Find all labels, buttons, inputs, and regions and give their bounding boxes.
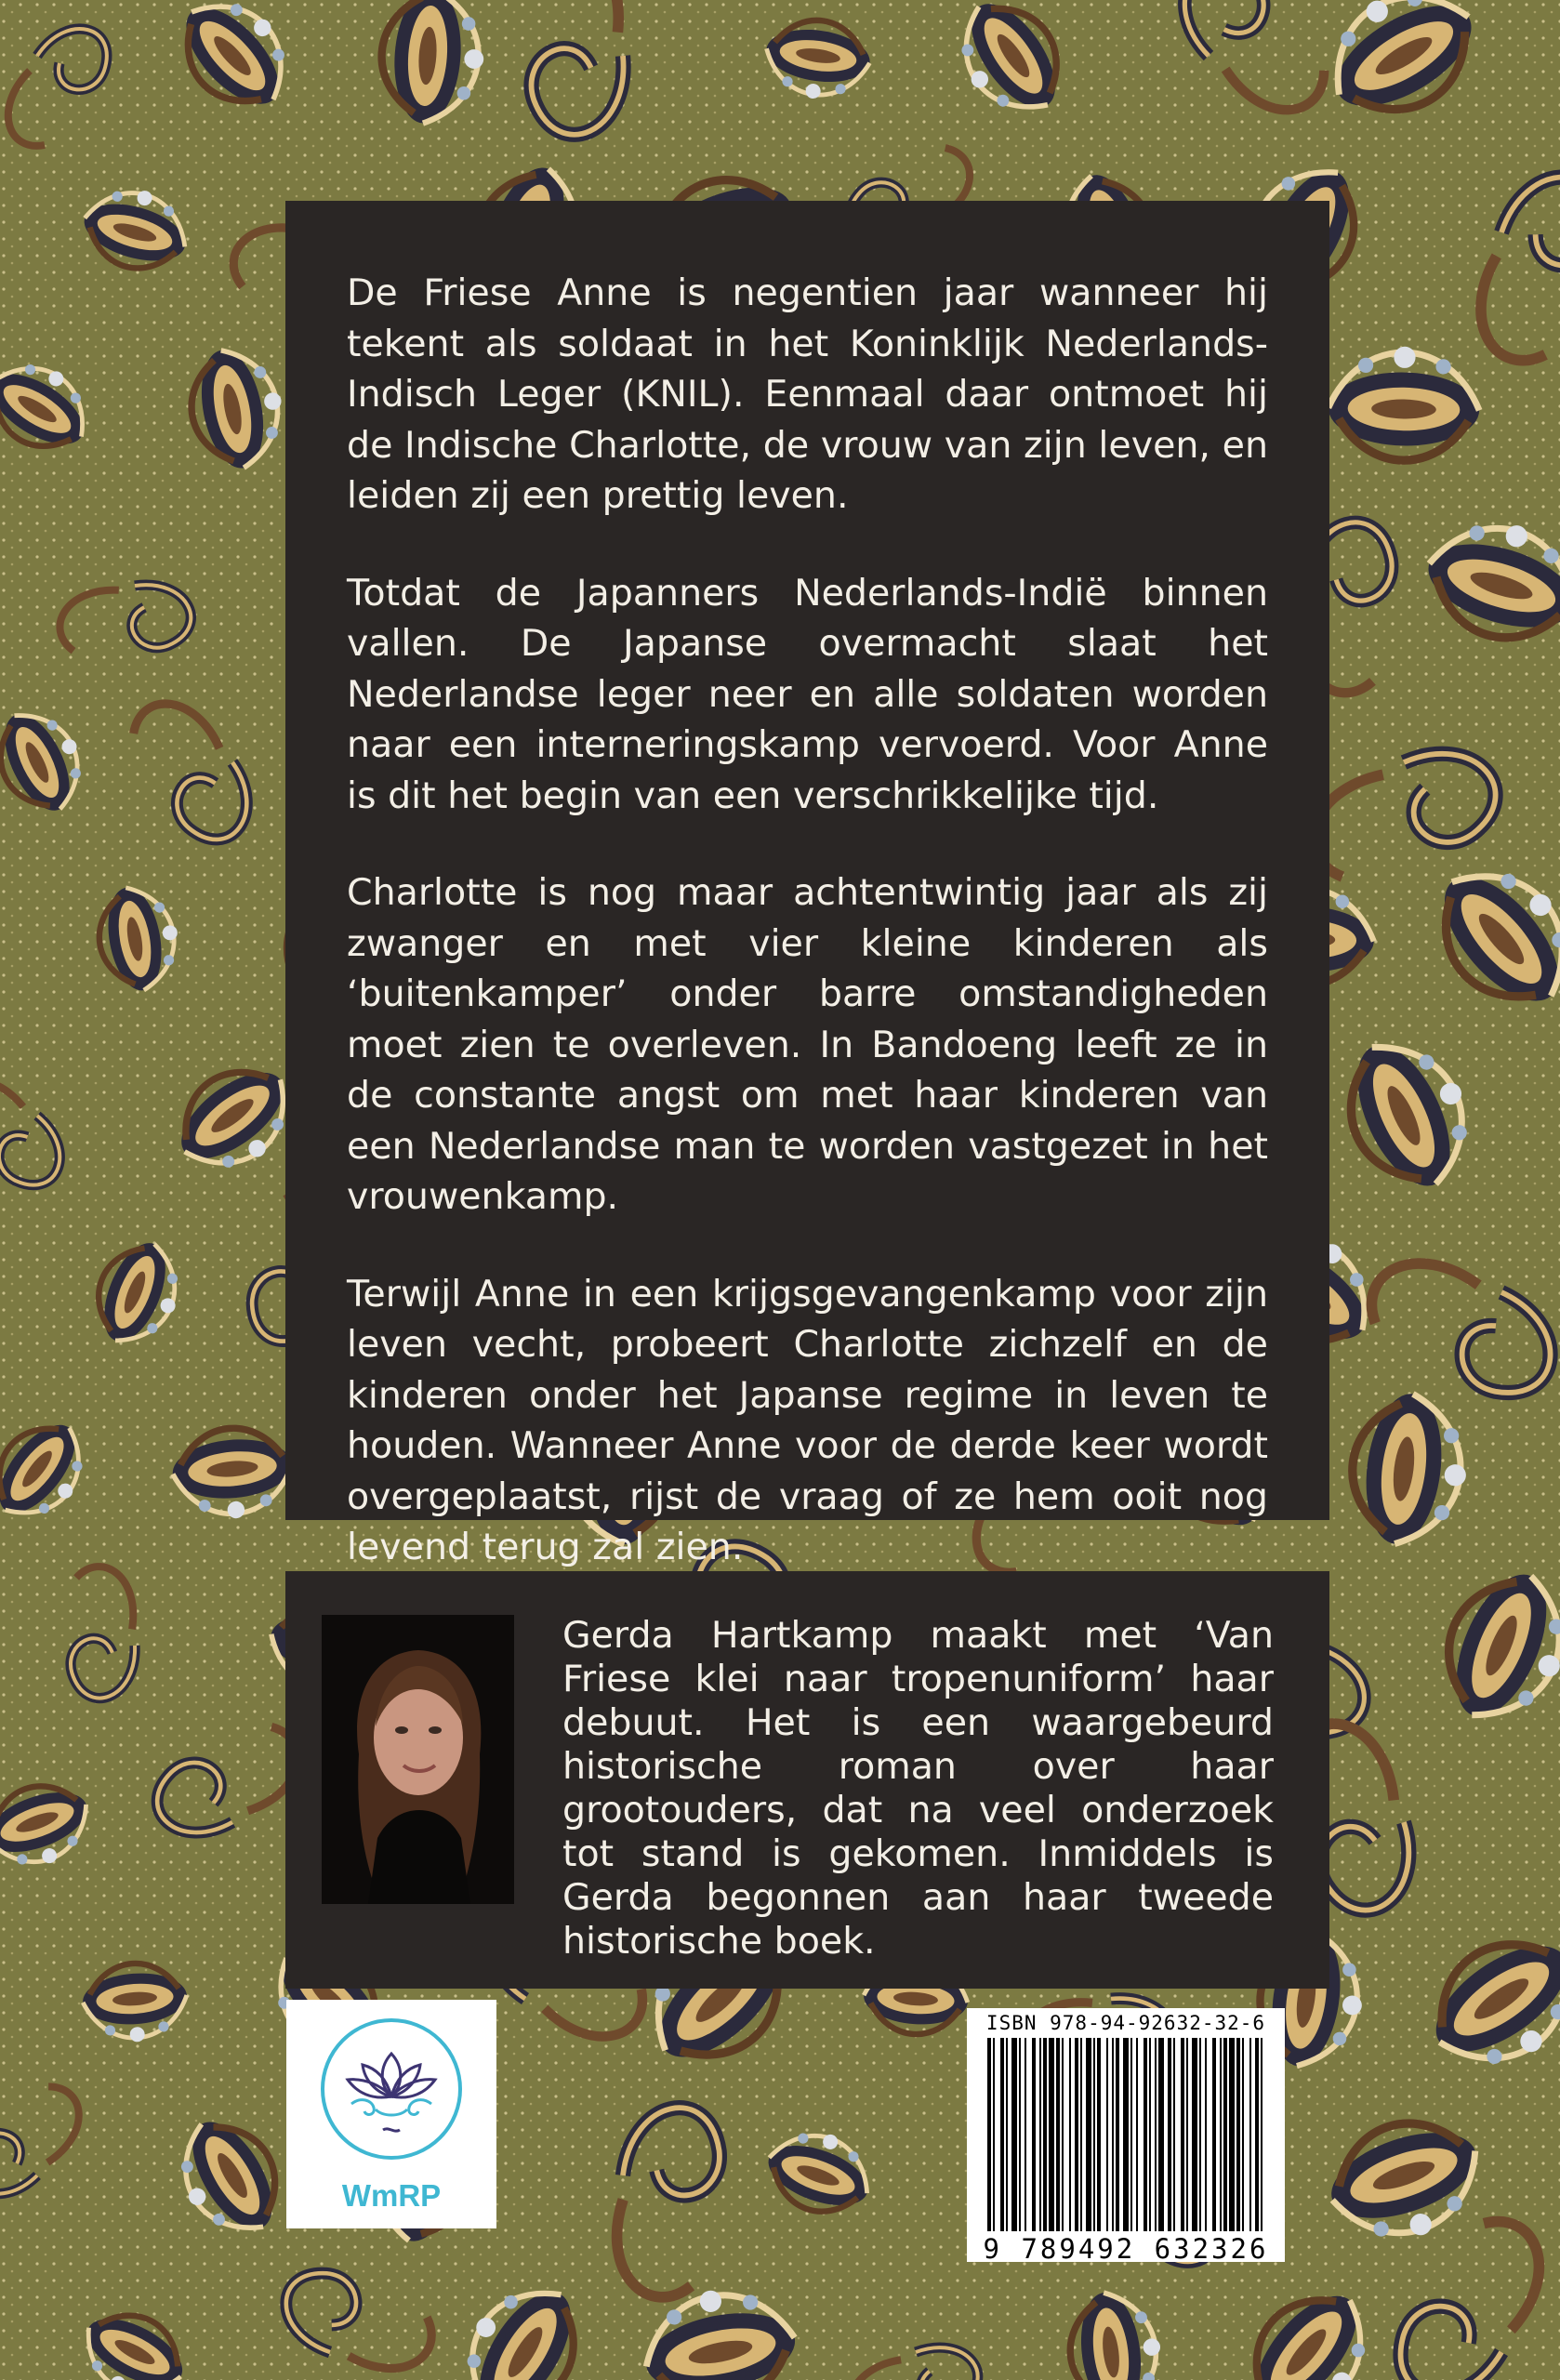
author-panel	[285, 1571, 1329, 1989]
barcode-bars	[987, 2038, 1264, 2231]
isbn-barcode	[967, 2008, 1285, 2265]
blurb-paragraph: De Friese Anne is negentien jaar wanneer hij tekent als soldaat in het Koninklijk Nederlands-Indisch Leger (KNIL). Eenmaal daar ontmoet hij de Indische Charlotte, de vrouw van zijn leven, en leiden zij een prettig leven.	[347, 271, 1268, 517]
author-photo	[322, 1615, 514, 1904]
isbn-label: ISBN 978-94-92632-32-6	[985, 2012, 1266, 2034]
blurb-paragraph: Totdat de Japanners Nederlands-Indië binnen vallen. De Japanse overmacht slaat het Nederlandse leger neer en alle soldaten worden naar een interneringskamp vervoerd. Voor Anne is dit het begin van een verschrikkelijke tijd.	[347, 571, 1268, 817]
publisher-name: WmRP	[341, 2178, 442, 2213]
ean-digits: 9 789492 632326	[983, 2233, 1269, 2265]
lotus-icon	[286, 2000, 496, 2176]
blurb-paragraph: Terwijl Anne in een krijgsgevangenkamp voor zijn leven vecht, probeert Charlotte zichzelf en de kinderen onder het Japanse regime in leven te houden. Wanneer Anne voor de derde keer wordt overgeplaatst, rijst de vraag of ze hem ooit nog levend terug zal zien.	[347, 1272, 1268, 1568]
author-bio: Gerda Hartkamp maakt met ‘Van Friese klei naar tropenuniform’ haar debuut. Het is een waargebeurd historische roman over haar grootouders, dat na veel onderzoek tot stand is gekomen. Inmiddels is Gerda begonnen aan haar tweede historische boek.	[562, 1614, 1274, 1963]
blurb-paragraph: Charlotte is nog maar achtentwintig jaar als zij zwanger en met vier kleine kinderen als ‘buitenkamper’ onder barre omstandigheden moet zien te overleven. In Bandoeng leeft ze in de constante angst om met haar kinderen van een Nederlandse man te worden vastgezet in het vrouwenkamp.	[347, 871, 1268, 1218]
blurb-panel	[285, 201, 1329, 1568]
publisher-logo	[286, 2000, 496, 2228]
